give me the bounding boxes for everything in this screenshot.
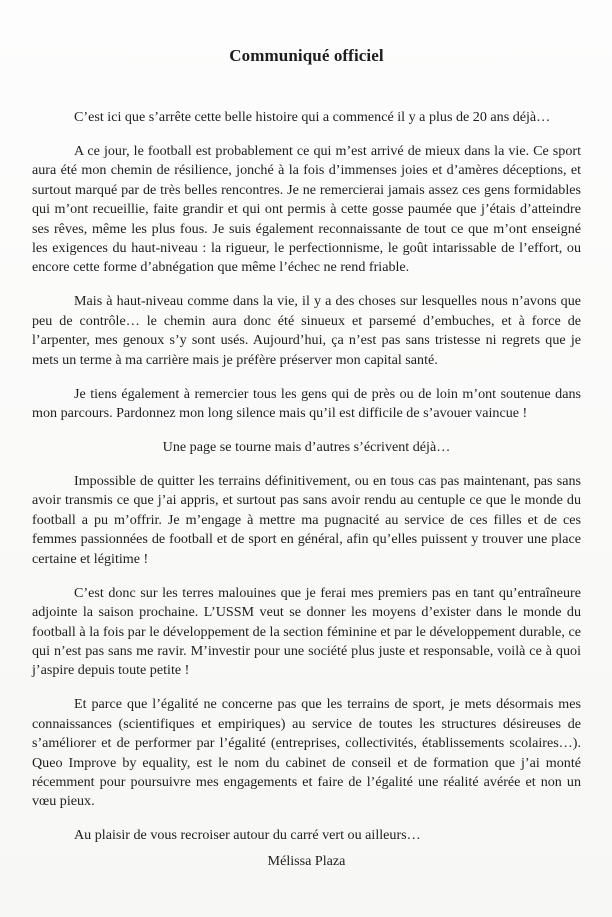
paragraph-equality: Et parce que l’égalité ne concerne pas que les terrains de sport, je mets désormais mes connaissances (scientifiques et empiriques) au service de toutes les structures désireuses de s’améliorer et de performer par l’égalité (entreprises, collectivités, établissements scolaires…). Queo Improve by equality, est le nom du cabinet de conseil et de formation que j’ai monté récemment pour poursuivre mes engagements et faire de l’égalité une réalité avérée et non un vœu pieux. bbox=[32, 696, 581, 810]
paragraph-commitment: Impossible de quitter les terrains définitivement, ou en tous cas pas maintenant, pas sans avoir transmis ce que j’ai appris, et surtout pas sans avoir rendu au centuple ce que le monde du football a pu m’offrir. Je m’engage à mettre ma pugnacité au service de ces filles et de ces femmes passionnées de football et de sport en général, afin qu’elles puissent y trouver une place certaine et légitime ! bbox=[32, 473, 581, 567]
document-title: Communiqué officiel bbox=[229, 46, 384, 65]
paragraph-intro: C’est ici que s’arrête cette belle histoire qui a commencé il y a plus de 20 ans déjà… bbox=[74, 109, 551, 125]
paragraph-new-page: Une page se tourne mais d’autres s’écrivent déjà… bbox=[162, 439, 451, 456]
paragraph-ussm: C’est donc sur les terres malouines que je ferai mes premiers pas en tant qu’entraîneure adjointe la saison prochaine. L’USSM veut se donner les moyens d’exister dans le monde du football à la fois par le développement de la section féminine et par le développement durable, ce qui n’est pas sans me ravir. M’investir pour une société plus juste et responsable, voilà ce à quoi j’aspire depuis toute petite ! bbox=[32, 584, 581, 679]
document-body bbox=[32, 108, 581, 871]
signature: Mélissa Plaza bbox=[267, 852, 346, 869]
paragraph-knees: Mais à haut-niveau comme dans la vie, il y a des choses sur lesquelles nous n’avons que peu de contrôle… le chemin aura donc été sinueux et parsemé d’embuches, et à force de l’arpenter, mes genoux s’y sont usés. Aujourd’hui, ça n’est pas sans tristesse ni regrets que je mets un terme à ma carrière mais je préfère préserver mon capital santé. bbox=[32, 293, 581, 368]
paragraph-thanks: Je tiens également à remercier tous les gens qui de près ou de loin m’ont soutenue dans mon parcours. Pardonnez mon long silence mais qu’il est difficile de s’avouer vaincue ! bbox=[32, 385, 581, 422]
paragraph-football: A ce jour, le football est probablement ce qui m’est arrivé de mieux dans la vie. Ce sport aura été mon chemin de résilience, jonché à la fois d’immenses joies et d’amères déceptions, et surtout marqué par de très belles rencontres. Je ne remercierai jamais assez ces gens formidables qui m’ont recueillie, faite grandir et qui ont permis à cette gosse paumée que j’étais d’atteindre ses rêves, même les plus fous. Je suis également reconnaissante de tout ce que m’ont enseigné les exigences du haut-niveau : la rigueur, le perfectionnisme, le goût intarissable de l’effort, ou encore cette forme d’abnégation que même l’échec ne rend friable. bbox=[32, 143, 581, 276]
paragraph-closing: Au plaisir de vous recroiser autour du carré vert ou ailleurs… bbox=[74, 827, 421, 844]
